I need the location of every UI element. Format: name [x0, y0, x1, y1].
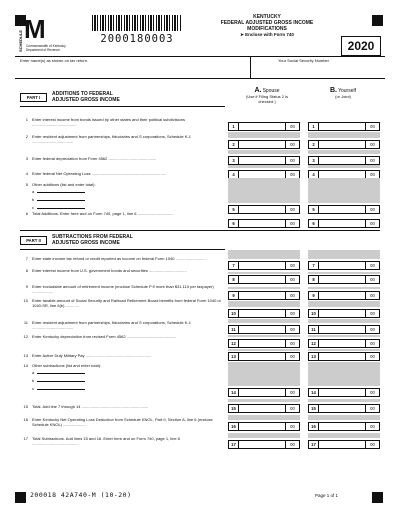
line-description: Enter interest income from bonds issued by other states and their political subdivisions ........................................	[32, 117, 185, 127]
amount-field-line-8-col-b[interactable]	[308, 275, 380, 284]
amount-field-line-2-col-b[interactable]	[308, 140, 380, 149]
cents-label: 00	[365, 340, 379, 347]
line-number: 11	[23, 320, 28, 325]
line-description: Total. Add line 7 through 14 ............................................................	[32, 404, 149, 409]
cents-label: 00	[365, 292, 379, 299]
divider	[20, 230, 380, 231]
line-number: 17	[23, 436, 28, 441]
schedule-letter: M	[24, 14, 46, 44]
shaded-area	[228, 415, 300, 420]
cents-label: 00	[285, 423, 299, 430]
list-entry-a[interactable]	[32, 189, 85, 194]
line-description: Other subtractions (list and enter total):	[32, 363, 102, 368]
department-name: Commonwealth of Kentucky Department of Revenue	[26, 44, 66, 52]
cents-label: 00	[365, 423, 379, 430]
ssn-label: Your Social Security Number	[278, 58, 329, 63]
divider	[20, 249, 225, 250]
line-description: Enter federal Net Operating Loss ...................................................................	[32, 171, 167, 176]
cents-label: 00	[365, 326, 379, 333]
cents-label: 00	[285, 206, 299, 213]
amount-field-line-14-col-b[interactable]	[308, 388, 380, 397]
cents-label: 00	[285, 405, 299, 412]
box-line-number: 1	[309, 123, 319, 130]
line-number: 5	[25, 182, 28, 187]
shaded-area	[228, 362, 300, 386]
amount-field-line-6-col-b[interactable]	[308, 219, 380, 228]
line-number: 1	[25, 117, 28, 122]
box-line-number: 7	[229, 262, 239, 269]
line-number: 12	[23, 334, 28, 339]
list-entry-underline	[37, 206, 85, 209]
shaded-area	[308, 178, 380, 203]
registration-mark-bottom-right	[372, 492, 383, 503]
line-description: Enter resident adjustment from partnerships, fiduciaries and S corporations, Schedule K-1 .....................................	[32, 320, 191, 330]
shaded-area	[228, 335, 300, 337]
list-entry-c[interactable]	[32, 386, 85, 391]
shaded-area	[308, 433, 380, 438]
list-entry-underline	[37, 190, 85, 193]
divider	[20, 106, 225, 107]
shaded-area	[228, 433, 300, 438]
box-line-number: 3	[309, 157, 319, 164]
part-1-title: ADDITIONS TO FEDERAL ADJUSTED GROSS INCOME	[52, 91, 120, 103]
cents-label: 00	[285, 220, 299, 227]
cents-label: 00	[285, 389, 299, 396]
tax-year: 2020	[341, 36, 381, 56]
cents-label: 00	[365, 441, 379, 448]
box-line-number: 11	[309, 326, 319, 333]
cents-label: 00	[285, 141, 299, 148]
line-description: Enter resident adjustment from partnerships, fiduciaries and S corporations, Schedule K-1 .....................................	[32, 134, 191, 144]
line-description: Total Additions. Enter here and on Form 740, page 1, line 6 ................................	[32, 211, 174, 216]
cents-label: 00	[365, 206, 379, 213]
line-number: 9	[25, 284, 28, 289]
barcode-number: 2000180003	[100, 33, 174, 45]
amount-field-line-11-col-a[interactable]	[228, 325, 300, 334]
form-code: 200018 42A740-M (10-20)	[30, 491, 132, 499]
shaded-area	[308, 301, 380, 307]
amount-field-line-10-col-b[interactable]	[308, 309, 380, 318]
line-description: Other additions (list and enter total):	[32, 182, 96, 187]
part-2-tag: PART II	[20, 236, 47, 245]
list-letter: c	[32, 205, 34, 210]
cents-label: 00	[365, 389, 379, 396]
amount-field-line-16-col-b[interactable]	[308, 422, 380, 431]
box-line-number: 16	[229, 423, 239, 430]
shaded-area	[308, 250, 380, 259]
column-b-header: B. Yourself (or Joint)	[329, 87, 356, 99]
line-number: 16	[23, 417, 28, 422]
cents-label: 00	[285, 262, 299, 269]
box-line-number: 4	[229, 171, 239, 178]
cents-label: 00	[365, 276, 379, 283]
shaded-area	[308, 272, 380, 274]
box-line-number: 9	[309, 292, 319, 299]
amount-field-line-14-col-a[interactable]	[228, 388, 300, 397]
cents-label: 00	[365, 353, 379, 360]
cents-label: 00	[285, 326, 299, 333]
amount-field-line-15-col-a[interactable]	[228, 404, 300, 413]
amount-field-line-10-col-a[interactable]	[228, 309, 300, 318]
list-letter: c	[32, 386, 34, 391]
schedule-label: SCHEDULE	[18, 29, 23, 52]
line-description: Total Subtractions. Add lines 15 and 16. Enter here and on Form 740, page 1, line 8 ..........................................	[32, 436, 180, 446]
shaded-area	[228, 132, 300, 138]
amount-field-line-6-col-a[interactable]	[228, 219, 300, 228]
column-a-header: A. Spouse (Use if Filing Status 2 is checked.)	[245, 87, 288, 104]
amount-field-line-11-col-b[interactable]	[308, 325, 380, 334]
list-entry-b[interactable]	[32, 197, 85, 202]
list-letter: a	[32, 189, 35, 194]
line-description: Enter Active Duty Military Pay ...........................................................	[32, 353, 152, 358]
box-line-number: 11	[229, 326, 239, 333]
line-number: 4	[25, 171, 28, 176]
cents-label: 00	[365, 310, 379, 317]
amount-field-line-7-col-a[interactable]	[228, 261, 300, 270]
shaded-area	[228, 150, 300, 154]
amount-field-line-1-col-a[interactable]	[228, 122, 300, 131]
line-description: Enter Kentucky Net Operating Loss Deduction from Schedule KNOL, Part II, Section A, line 6 (enclose Schedule KNOL) .....................	[32, 417, 213, 427]
registration-mark-bottom-left	[15, 492, 26, 503]
line-number: 2	[25, 134, 28, 139]
shaded-area	[308, 415, 380, 420]
amount-field-line-8-col-a[interactable]	[228, 275, 300, 284]
amount-field-line-9-col-a[interactable]	[228, 291, 300, 300]
list-entry-a[interactable]	[32, 370, 85, 375]
line-number: 10	[23, 298, 28, 303]
name-field[interactable]	[20, 64, 245, 76]
box-line-number: 8	[229, 276, 239, 283]
amount-field-line-12-col-b[interactable]	[308, 339, 380, 348]
amount-field-line-9-col-b[interactable]	[308, 291, 380, 300]
shaded-area	[228, 399, 300, 402]
cents-label: 00	[285, 123, 299, 130]
box-line-number: 17	[229, 441, 239, 448]
line-number: 3	[25, 156, 28, 161]
box-line-number: 14	[309, 389, 319, 396]
amount-field-line-5-col-a[interactable]	[228, 205, 300, 214]
line-description: Enter taxable amount of Social Security and Railroad Retirement Board benefits from federal Form 1040 or 1040-SR, line 6(b) ............	[32, 298, 221, 308]
line-description: Enter state income tax refund or credit reported as income on federal Form 1040 ............................	[32, 256, 207, 261]
line-number: 15	[23, 404, 28, 409]
amount-field-line-1-col-b[interactable]	[308, 122, 380, 131]
list-letter: a	[32, 370, 35, 375]
shaded-area	[228, 250, 300, 259]
shaded-area	[308, 399, 380, 402]
cents-label: 00	[365, 171, 379, 178]
shaded-area	[308, 132, 380, 138]
amount-field-line-13-col-b[interactable]	[308, 352, 380, 361]
box-line-number: 4	[309, 171, 319, 178]
line-number: 8	[25, 268, 28, 273]
cents-label: 00	[285, 276, 299, 283]
box-line-number: 10	[229, 310, 239, 317]
list-entry-b[interactable]	[32, 378, 85, 383]
amount-field-line-16-col-a[interactable]	[228, 422, 300, 431]
box-line-number: 16	[309, 423, 319, 430]
shaded-area	[228, 301, 300, 307]
part-2-title: SUBTRACTIONS FROM FEDERAL ADJUSTED GROSS INCOME	[52, 234, 133, 246]
barcode	[92, 15, 182, 31]
amount-field-line-15-col-b[interactable]	[308, 404, 380, 413]
amount-field-line-17-col-b[interactable]	[308, 440, 380, 449]
divider	[15, 78, 385, 79]
box-line-number: 3	[229, 157, 239, 164]
shaded-area	[228, 272, 300, 274]
list-entry-underline	[37, 198, 85, 201]
cents-label: 00	[365, 262, 379, 269]
box-line-number: 6	[229, 220, 239, 227]
cents-label: 00	[285, 292, 299, 299]
shaded-area	[308, 319, 380, 323]
list-entry-c[interactable]	[32, 205, 85, 210]
cents-label: 00	[365, 405, 379, 412]
shaded-area	[308, 362, 380, 386]
shaded-area	[308, 349, 380, 351]
shaded-area	[228, 165, 300, 168]
list-letter: b	[32, 197, 35, 202]
shaded-area	[228, 178, 300, 203]
shaded-area	[228, 287, 300, 289]
cents-label: 00	[365, 141, 379, 148]
name-label: Enter name(s) as shown on tax return.	[20, 58, 89, 63]
box-line-number: 12	[309, 340, 319, 347]
cents-label: 00	[285, 441, 299, 448]
amount-field-line-12-col-a[interactable]	[228, 339, 300, 348]
registration-mark-top-right	[372, 15, 383, 26]
box-line-number: 13	[309, 353, 319, 360]
line-number: 13	[23, 353, 28, 358]
amount-field-line-3-col-a[interactable]	[228, 156, 300, 165]
shaded-area	[308, 165, 380, 168]
cents-label: 00	[285, 340, 299, 347]
box-line-number: 14	[229, 389, 239, 396]
line-number: 7	[25, 256, 28, 261]
line-description: Enter Kentucky depreciation from revised Form 4562 ............................................	[32, 334, 176, 339]
shaded-area	[308, 335, 380, 337]
amount-field-line-7-col-b[interactable]	[308, 261, 380, 270]
page-number: Page 1 of 1	[315, 493, 339, 498]
shaded-area	[228, 319, 300, 323]
list-entry-underline	[37, 379, 85, 382]
box-line-number: 5	[309, 206, 319, 213]
line-number: 6	[25, 211, 28, 216]
amount-field-line-5-col-b[interactable]	[308, 205, 380, 214]
cents-label: 00	[285, 171, 299, 178]
box-line-number: 5	[229, 206, 239, 213]
box-line-number: 2	[309, 141, 319, 148]
box-line-number: 8	[309, 276, 319, 283]
line-number: 14	[23, 363, 28, 368]
box-line-number: 7	[309, 262, 319, 269]
box-line-number: 15	[309, 405, 319, 412]
cents-label: 00	[365, 157, 379, 164]
divider	[15, 56, 385, 57]
shaded-area	[228, 349, 300, 351]
box-line-number: 1	[229, 123, 239, 130]
list-letter: b	[32, 378, 35, 383]
box-line-number: 12	[229, 340, 239, 347]
box-line-number: 2	[229, 141, 239, 148]
cents-label: 00	[285, 310, 299, 317]
cents-label: 00	[365, 123, 379, 130]
box-line-number: 17	[309, 441, 319, 448]
cents-label: 00	[285, 353, 299, 360]
cents-label: 00	[285, 157, 299, 164]
shaded-area	[308, 150, 380, 154]
divider	[250, 56, 251, 78]
list-entry-underline	[37, 371, 85, 374]
cents-label: 00	[365, 220, 379, 227]
ssn-field[interactable]	[258, 64, 378, 76]
line-description: Enter interest income from U.S. government bonds and securities ..................................	[32, 268, 187, 273]
box-line-number: 15	[229, 405, 239, 412]
part-1-tag: PART I	[20, 93, 47, 102]
line-description: Enter federal depreciation from Form 4562 ...........................................	[32, 156, 157, 161]
box-line-number: 6	[309, 220, 319, 227]
amount-field-line-17-col-a[interactable]	[228, 440, 300, 449]
form-title: KENTUCKY FEDERAL ADJUSTED GROSS INCOME MODIFICATIONS ➤ Enclose with Form 740	[220, 14, 314, 37]
amount-field-line-2-col-a[interactable]	[228, 140, 300, 149]
box-line-number: 10	[309, 310, 319, 317]
list-entry-underline	[37, 387, 85, 390]
box-line-number: 13	[229, 353, 239, 360]
box-line-number: 9	[229, 292, 239, 299]
shaded-area	[308, 287, 380, 289]
amount-field-line-3-col-b[interactable]	[308, 156, 380, 165]
amount-field-line-13-col-a[interactable]	[228, 352, 300, 361]
line-description: Enter excludable amount of retirement income (enclose Schedule P if more than $31,110 per taxpayer) ...................	[32, 284, 214, 294]
